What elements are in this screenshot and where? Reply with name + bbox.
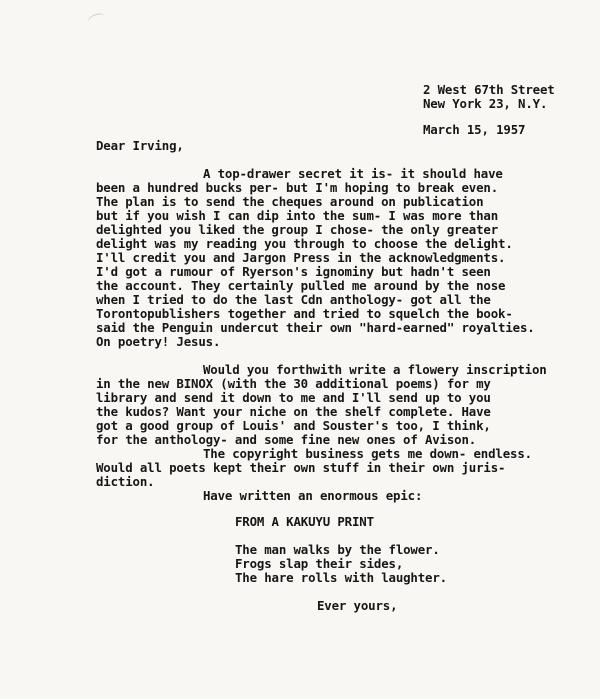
body-line: got a good group of Louis' and Souster's too, I think, [96, 418, 491, 433]
body-line: said the Penguin undercut their own "hard-earned" royalties. [96, 320, 535, 335]
salutation: Dear Irving, [96, 138, 184, 153]
body-line: delighted you liked the group I chose- the only greater [96, 222, 499, 237]
body-line: Torontopublishers together and tried to squelch the book- [96, 306, 513, 321]
address-line-2: New York 23, N.Y. [423, 96, 548, 111]
body-line: On poetry! Jesus. [96, 334, 221, 349]
poem-line: The man walks by the flower. [235, 542, 440, 557]
body-line: Would all poets kept their own stuff in their own juris- [96, 460, 506, 475]
body-line: Have written an enormous epic: [203, 488, 423, 503]
poem-line: Frogs slap their sides, [235, 556, 404, 571]
body-line: Would you forthwith write a flowery inscription [203, 362, 547, 377]
body-line: the account. They certainly pulled me around by the nose [96, 278, 506, 293]
body-line: for the anthology- and some fine new ones of Avison. [96, 432, 477, 447]
body-line: in the new BINOX (with the 30 additional poems) for my [96, 376, 491, 391]
body-line: The copyright business gets me down- endless. [203, 446, 532, 461]
letter-date: March 15, 1957 [423, 122, 526, 137]
address-line-1: 2 West 67th Street [423, 82, 555, 97]
body-line: the kudos? Want your niche on the shelf complete. Have [96, 404, 491, 419]
body-line: diction. [96, 474, 155, 489]
body-line: A top-drawer secret it is- it should have [203, 166, 503, 181]
body-line: library and send it down to me and I'll send up to you [96, 390, 491, 405]
body-line: delight was my reading you through to choose the delight. [96, 236, 513, 251]
closing: Ever yours, [317, 598, 398, 613]
body-line: when I tried to do the last Cdn anthology- got all the [96, 292, 491, 307]
poem-title: FROM A KAKUYU PRINT [235, 514, 374, 529]
body-line: but if you wish I can dip into the sum- I was more than [96, 208, 499, 223]
poem-line: The hare rolls with laughter. [235, 570, 447, 585]
body-line: been a hundred bucks per- but I'm hoping to break even. [96, 180, 499, 195]
paper-fold-mark [87, 11, 108, 27]
body-line: I'll credit you and Jargon Press in the acknowledgments. [96, 250, 506, 265]
body-line: I'd got a rumour of Ryerson's ignominy but hadn't seen [96, 264, 491, 279]
body-line: The plan is to send the cheques around on publication [96, 194, 484, 209]
